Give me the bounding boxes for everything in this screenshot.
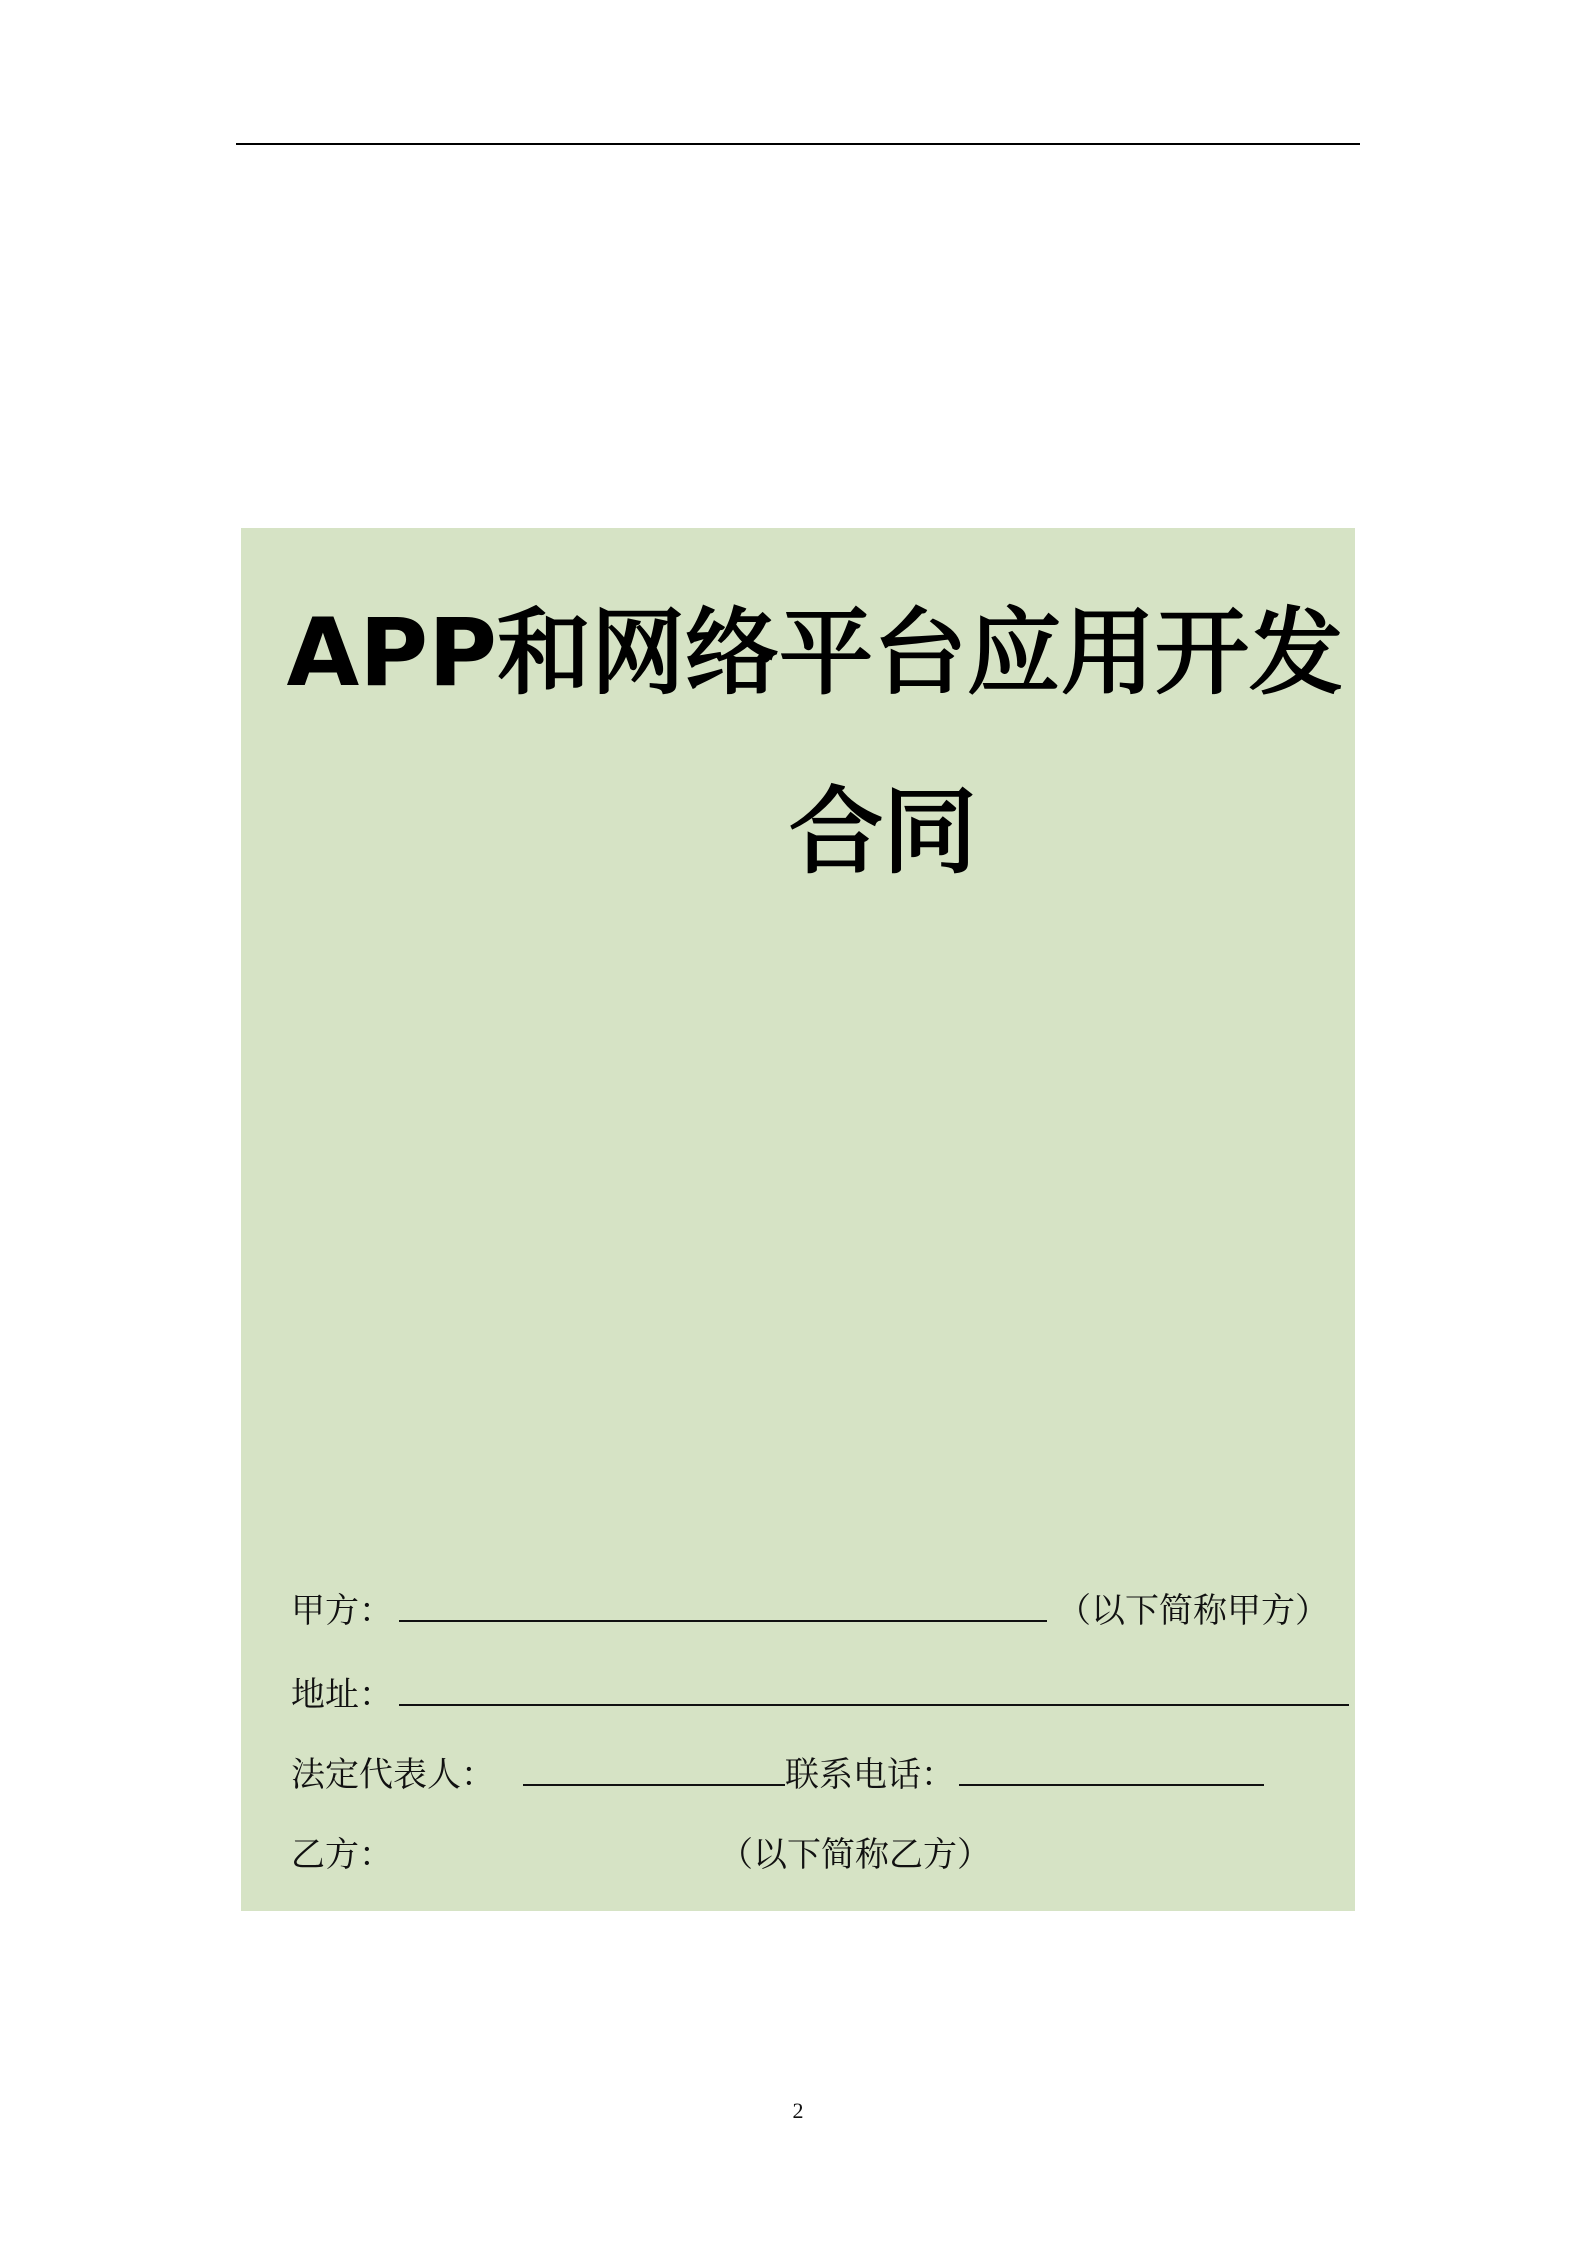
cover-panel	[241, 528, 1355, 1911]
party-a-address-blank	[399, 1674, 1349, 1706]
party-a-suffix: （以下简称甲方）	[1057, 1591, 1329, 1631]
party-b-row	[291, 1830, 393, 1880]
document-title-line2: 合同	[788, 778, 977, 887]
party-a-row	[291, 1586, 1329, 1636]
page-number: 2	[792, 2098, 804, 2123]
header-rule	[236, 143, 1360, 145]
party-a-rep-row	[291, 1750, 1264, 1800]
party-a-rep-blank	[523, 1754, 785, 1786]
party-b-label: 乙方：	[291, 1835, 393, 1875]
party-a-phone-blank	[959, 1754, 1264, 1786]
party-a-rep-label: 法定代表人：	[291, 1755, 495, 1795]
party-a-label: 甲方：	[291, 1591, 393, 1631]
party-a-phone-label: 联系电话：	[785, 1755, 955, 1795]
party-b-suffix-row	[719, 1830, 991, 1880]
party-a-name-blank	[399, 1590, 1047, 1622]
party-a-address-label: 地址：	[291, 1675, 393, 1715]
document-title-line1: APP和网络平台应用开发	[286, 599, 1343, 708]
party-b-suffix: （以下简称乙方）	[719, 1835, 991, 1875]
party-a-address-row	[291, 1670, 1349, 1720]
